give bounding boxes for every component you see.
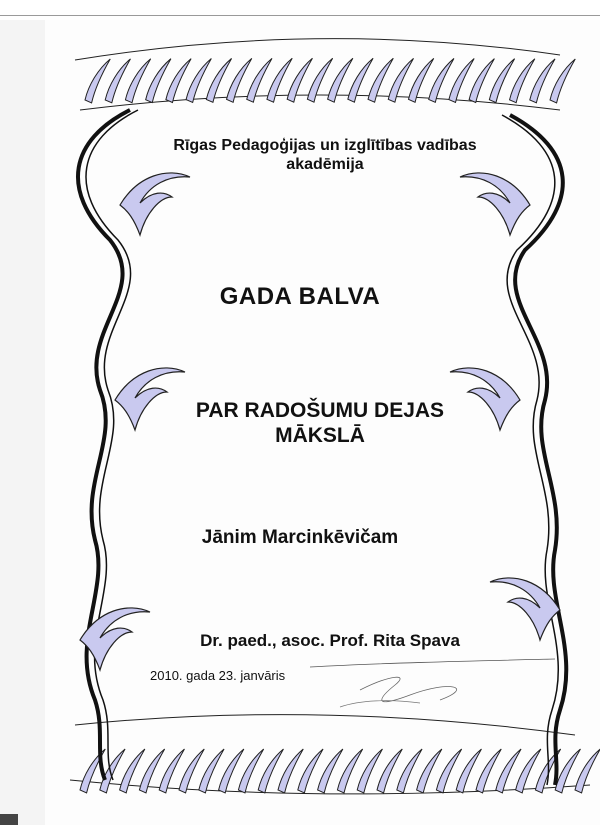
award-category: [150, 398, 490, 448]
swallow-ornament: [460, 173, 530, 235]
top-garland: [75, 39, 582, 110]
handwritten-signature: [300, 655, 560, 715]
left-vine: [78, 110, 130, 780]
institution-name: [135, 136, 515, 174]
swallow-ornament: [120, 173, 190, 235]
category-line-1: PAR RADOŠUMU DEJAS: [195, 399, 445, 422]
bottom-garland: [70, 715, 600, 794]
category-line-2: MĀKSLĀ: [275, 424, 365, 447]
award-title: GADA BALVA: [219, 283, 381, 310]
recipient-name: Jānim Marcinkēvičam: [201, 527, 399, 548]
signatory-name: Dr. paed., asoc. Prof. Rita Spava: [200, 631, 460, 650]
award-date: 2010. gada 23. janvāris: [150, 668, 286, 683]
institution-line-2: akadēmija: [286, 156, 364, 173]
institution-line-1: Rīgas Pedagoģijas un izglītības vadības: [173, 137, 477, 154]
